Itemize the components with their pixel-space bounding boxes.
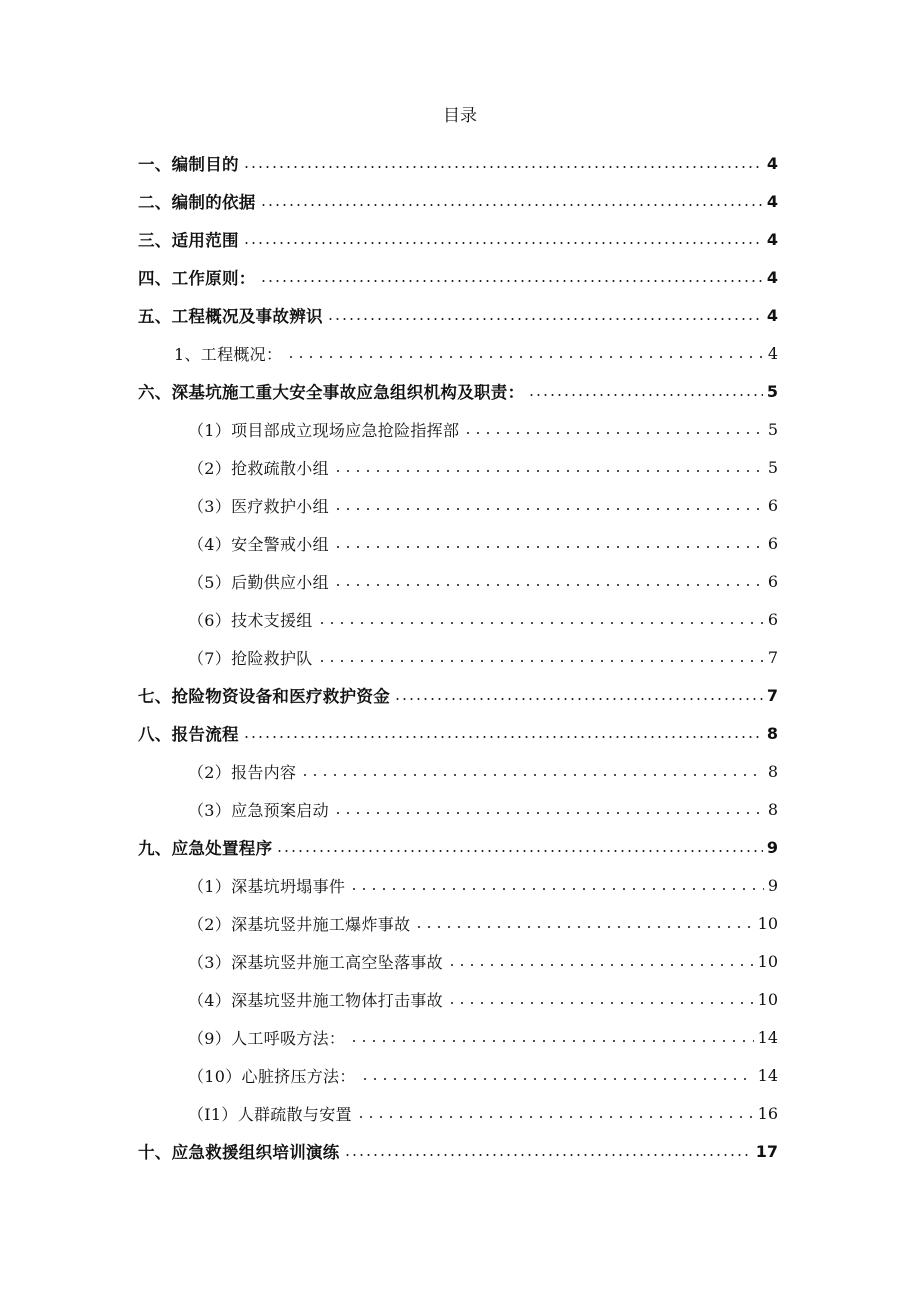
toc-page-number: 7 (766, 685, 778, 705)
toc-entry[interactable] (138, 296, 778, 334)
dot-leader (300, 768, 764, 782)
toc-entry-text: （9）人工呼吸方法： (188, 1028, 346, 1048)
toc-entry[interactable] (138, 752, 778, 790)
toc-entry-text: （7）抢险救护队 (188, 648, 313, 668)
toc-page-number: 10 (757, 989, 778, 1009)
toc-entry-text: 九、应急处置程序 (138, 839, 273, 858)
toc-page-number: 7 (767, 647, 778, 667)
toc-entry-text: 一、编制目的 (138, 155, 239, 174)
dot-leader (394, 692, 763, 706)
toc-entry[interactable] (138, 220, 778, 258)
dot-leader (327, 312, 763, 326)
toc-entry-text: （10）心脏挤压方法： (188, 1066, 356, 1086)
dot-leader (286, 350, 764, 364)
toc-entry-text: （1）深基坑坍塌事件 (188, 876, 346, 896)
toc-entry[interactable] (138, 1018, 778, 1056)
dot-leader (447, 958, 754, 972)
toc-entry-text: （3）医疗救护小组 (188, 496, 329, 516)
dot-leader (243, 160, 763, 174)
toc-entry[interactable] (138, 182, 778, 220)
toc-entry-text: （2）深基坑竖井施工爆炸事故 (188, 914, 411, 934)
toc-entry[interactable] (138, 942, 778, 980)
toc-entry[interactable] (138, 600, 778, 638)
dot-leader (349, 882, 764, 896)
toc-page-number: 9 (766, 837, 778, 857)
toc-page-number: 6 (767, 495, 778, 515)
toc-page-number: 8 (767, 761, 778, 781)
toc-page-number: 4 (767, 343, 778, 363)
toc-page-number: 4 (766, 267, 778, 287)
dot-leader (349, 1034, 753, 1048)
toc-entry-text: （1）项目部成立现场应急抢险指挥部 (188, 420, 460, 440)
toc-entry-text: 十、应急救援组织培训演练 (138, 1143, 340, 1162)
dot-leader (243, 730, 763, 744)
dot-leader (243, 236, 763, 250)
toc-page-number: 8 (767, 799, 778, 819)
toc-entry-text: 四、工作原则： (138, 269, 256, 288)
dot-leader (317, 616, 764, 630)
toc-page-number: 8 (766, 723, 778, 743)
toc-entry-text: （2）抢救疏散小组 (188, 458, 329, 478)
toc-page-number: 10 (757, 913, 778, 933)
dot-leader (333, 578, 764, 592)
dot-leader (344, 1148, 752, 1162)
toc-entry[interactable] (138, 1056, 778, 1094)
toc-page-number: 9 (767, 875, 778, 895)
dot-leader (333, 464, 764, 478)
dot-leader (447, 996, 754, 1010)
toc-entry[interactable] (138, 144, 778, 182)
toc-entry[interactable] (138, 410, 778, 448)
toc-page-number: 16 (757, 1103, 778, 1123)
toc-entry-text: （I1）人群疏散与安置 (188, 1104, 352, 1124)
toc-entry[interactable] (138, 334, 778, 372)
toc-entry-text: 八、报告流程 (138, 725, 239, 744)
toc-entry-text: （3）深基坑竖井施工高空坠落事故 (188, 952, 443, 972)
toc-entry[interactable] (138, 562, 778, 600)
dot-leader (356, 1110, 754, 1124)
toc-entry[interactable] (138, 828, 778, 866)
dot-leader (528, 388, 762, 402)
toc-entry[interactable] (138, 638, 778, 676)
dot-leader (333, 502, 764, 516)
toc-page-number: 5 (767, 457, 778, 477)
toc-entry[interactable] (138, 258, 778, 296)
toc-entry[interactable] (138, 1094, 778, 1132)
toc-page-number: 4 (766, 153, 778, 173)
toc-entry[interactable] (138, 1132, 778, 1170)
dot-leader (333, 540, 764, 554)
toc-entry-text: （4）安全警戒小组 (188, 534, 329, 554)
toc-page-number: 14 (757, 1065, 778, 1085)
toc-page-number: 5 (767, 419, 778, 439)
dot-leader (463, 426, 764, 440)
toc-entry[interactable] (138, 790, 778, 828)
toc-entry-text: （3）应急预案启动 (188, 800, 329, 820)
toc-page-number: 4 (766, 305, 778, 325)
toc-entry-text: 七、抢险物资设备和医疗救护资金 (138, 687, 390, 706)
toc-page-number: 6 (767, 571, 778, 591)
dot-leader (260, 274, 763, 288)
toc-entry[interactable] (138, 980, 778, 1018)
toc-entry[interactable] (138, 524, 778, 562)
toc-entry[interactable] (138, 448, 778, 486)
dot-leader (414, 920, 753, 934)
dot-leader (276, 844, 762, 858)
toc-entry-text: 五、工程概况及事故辨识 (138, 307, 323, 326)
toc-page-number: 14 (757, 1027, 778, 1047)
toc-entry-text: 六、深基坑施工重大安全事故应急组织机构及职责： (138, 383, 525, 402)
toc-entry[interactable] (138, 904, 778, 942)
toc-page-number: 5 (766, 381, 778, 401)
toc-entry-text: （4）深基坑竖井施工物体打击事故 (188, 990, 443, 1010)
toc-entry-text: （2）报告内容 (188, 762, 297, 782)
dot-leader (317, 654, 764, 668)
toc-page-number: 4 (766, 229, 778, 249)
dot-leader (360, 1072, 754, 1086)
toc-page-number: 17 (755, 1141, 778, 1161)
table-of-contents (138, 144, 778, 1170)
toc-entry-text: 1、工程概况： (174, 344, 283, 364)
toc-entry-text: （5）后勤供应小组 (188, 572, 329, 592)
toc-entry[interactable] (138, 676, 778, 714)
toc-page-number: 10 (757, 951, 778, 971)
dot-leader (333, 806, 764, 820)
toc-page-number: 6 (767, 533, 778, 553)
toc-entry[interactable] (138, 486, 778, 524)
dot-leader (260, 198, 763, 212)
toc-page-number: 6 (767, 609, 778, 629)
toc-entry-text: 二、编制的依据 (138, 193, 256, 212)
toc-entry-text: 三、适用范围 (138, 231, 239, 250)
toc-entry-text: （6）技术支援组 (188, 610, 313, 630)
toc-entry[interactable] (138, 372, 778, 410)
toc-entry[interactable] (138, 714, 778, 752)
page-title: 目录 (443, 106, 477, 126)
toc-entry[interactable] (138, 866, 778, 904)
toc-page-number: 4 (766, 191, 778, 211)
